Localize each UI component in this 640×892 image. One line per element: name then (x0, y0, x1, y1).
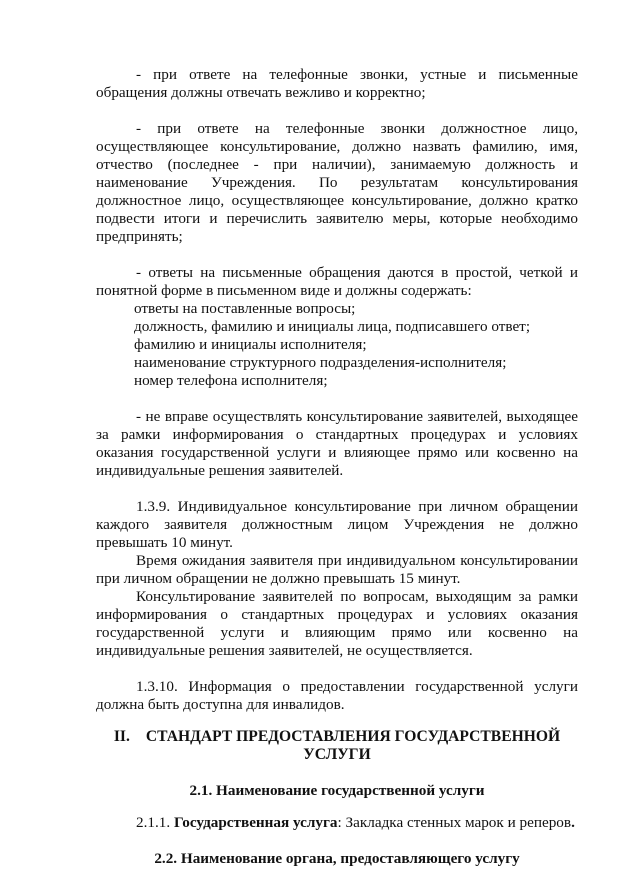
reply-contents-list (96, 300, 578, 390)
paragraph-consulting-not-provided: Консультирование заявителей по вопросам, выходящим за рамки информирования о стандартных процедурах и условиях оказания государственной услуги и влияющим прямо или косвенно на индивидуальные решения заявителей, не осуществляется. (96, 588, 578, 659)
subsection-heading-2-1: 2.1. Наименование государственной услуги (189, 782, 485, 799)
list-item: наименование структурного подразделения-исполнителя; (134, 354, 507, 371)
item-bold-term: Государственная услуга (173, 814, 338, 831)
section-number: II. (113, 728, 130, 745)
item-number: 2.1.1. (136, 814, 174, 831)
list-item: должность, фамилию и инициалы лица, подписавшего ответ; (134, 318, 531, 335)
list-item: номер телефона исполнителя; (134, 372, 328, 389)
paragraph-phone-introduction: - при ответе на телефонные звонки должностное лицо, осуществляющее консультирование, должно назвать фамилию, имя, отчество (последнее - при наличии), занимаемую должность и наименование Учреждения. По результатам консультирования должностное лицо, осуществляющее консультирование, должно кратко подвести итоги и перечислить заявителю меры, которые необходимо предпринять; (96, 120, 578, 245)
item-text: : Закладка стенных марок и реперов (337, 814, 572, 831)
paragraph-phone-politeness: - при ответе на телефонные звонки, устные и письменные обращения должны отвечать вежливо и корректно; (96, 66, 578, 101)
paragraph-waiting-time: Время ожидания заявителя при индивидуальном консультировании при личном обращении не должно превышать 15 минут. (96, 552, 578, 587)
paragraph-1-3-9: 1.3.9. Индивидуальное консультирование при личном обращении каждого заявителя должностным лицом Учреждения не должно превышать 10 минут. (96, 498, 578, 551)
list-item: ответы на поставленные вопросы; (134, 300, 356, 317)
paragraph-consulting-limits: - не вправе осуществлять консультирование заявителей, выходящее за рамки информирования о стандартных процедурах и условиях оказания государственной услуги и влияющее прямо или косвенно на индивидуальные решения заявителей. (96, 408, 578, 479)
paragraph-2-1-1 (96, 814, 578, 832)
paragraph-written-replies: - ответы на письменные обращения даются в простой, четкой и понятной форме в письменном виде и должны содержать: (96, 264, 578, 299)
item-end: . (571, 814, 575, 831)
section-title-line1: СТАНДАРТ ПРЕДОСТАВЛЕНИЯ ГОСУДАРСТВЕННОЙ (145, 728, 561, 745)
section-title-line2: УСЛУГИ (303, 746, 371, 763)
section-heading (96, 728, 578, 764)
paragraph-1-3-10: 1.3.10. Информация о предоставлении государственной услуги должна быть доступна для инвалидов. (96, 678, 578, 713)
subsection-heading-2-2: 2.2. Наименование органа, предоставляющего услугу (154, 850, 520, 867)
list-item: фамилию и инициалы исполнителя; (134, 336, 367, 353)
text-column (96, 66, 578, 868)
